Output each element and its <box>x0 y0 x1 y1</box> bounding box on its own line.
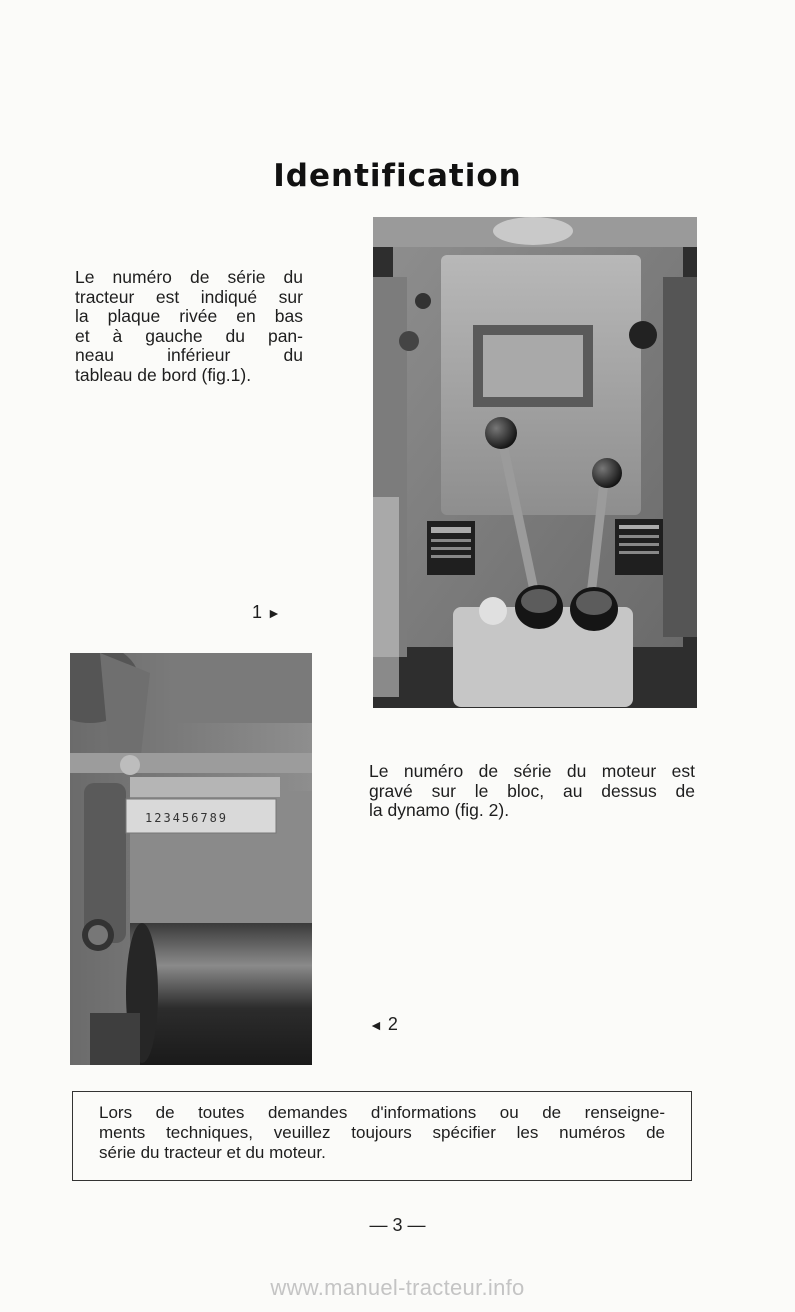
paragraph-line: tableau de bord (fig.1). <box>75 364 252 385</box>
figure-number: 1 <box>252 602 263 622</box>
paragraph-line: Le numéro de série du <box>75 267 303 287</box>
paragraph-line: la plaque rivée en bas <box>75 306 303 326</box>
tractor-serial-paragraph <box>75 268 303 385</box>
figure-2-engine-photo <box>70 653 312 1065</box>
paragraph-line: tracteur est indiqué sur <box>75 286 303 307</box>
notice-line: ments techniques, veuillez toujours spécifier les numéros de <box>99 1123 665 1142</box>
page-number: — 3 — <box>369 1215 426 1235</box>
engine-illustration <box>70 653 312 1065</box>
paragraph-line: la dynamo (fig. 2). <box>369 800 510 820</box>
arrow-right-icon: ► <box>267 605 281 621</box>
watermark: www.manuel-tracteur.info <box>270 1275 525 1300</box>
paragraph-line: neau inférieur du <box>75 345 303 365</box>
figure-1-label <box>252 602 281 623</box>
notice-line: série du tracteur et du moteur. <box>99 1143 326 1162</box>
engine-serial-number: 123456789 <box>145 811 229 825</box>
figure-1-dashboard-photo <box>373 217 697 708</box>
page-title: Identification <box>273 158 522 194</box>
paragraph-line: Le numéro de série du moteur est <box>369 761 695 781</box>
paragraph-line: et à gauche du pan- <box>75 325 303 346</box>
paragraph-line: gravé sur le bloc, au dessus de <box>369 780 695 801</box>
notice-box <box>72 1091 692 1181</box>
notice-line: Lors de toutes demandes d'informations ou de renseigne- <box>99 1103 665 1122</box>
figure-2-label <box>369 1014 398 1035</box>
figure-number: 2 <box>387 1014 398 1034</box>
dashboard-illustration <box>373 217 697 708</box>
engine-serial-paragraph <box>369 762 695 821</box>
arrow-left-icon: ◄ <box>369 1017 383 1033</box>
